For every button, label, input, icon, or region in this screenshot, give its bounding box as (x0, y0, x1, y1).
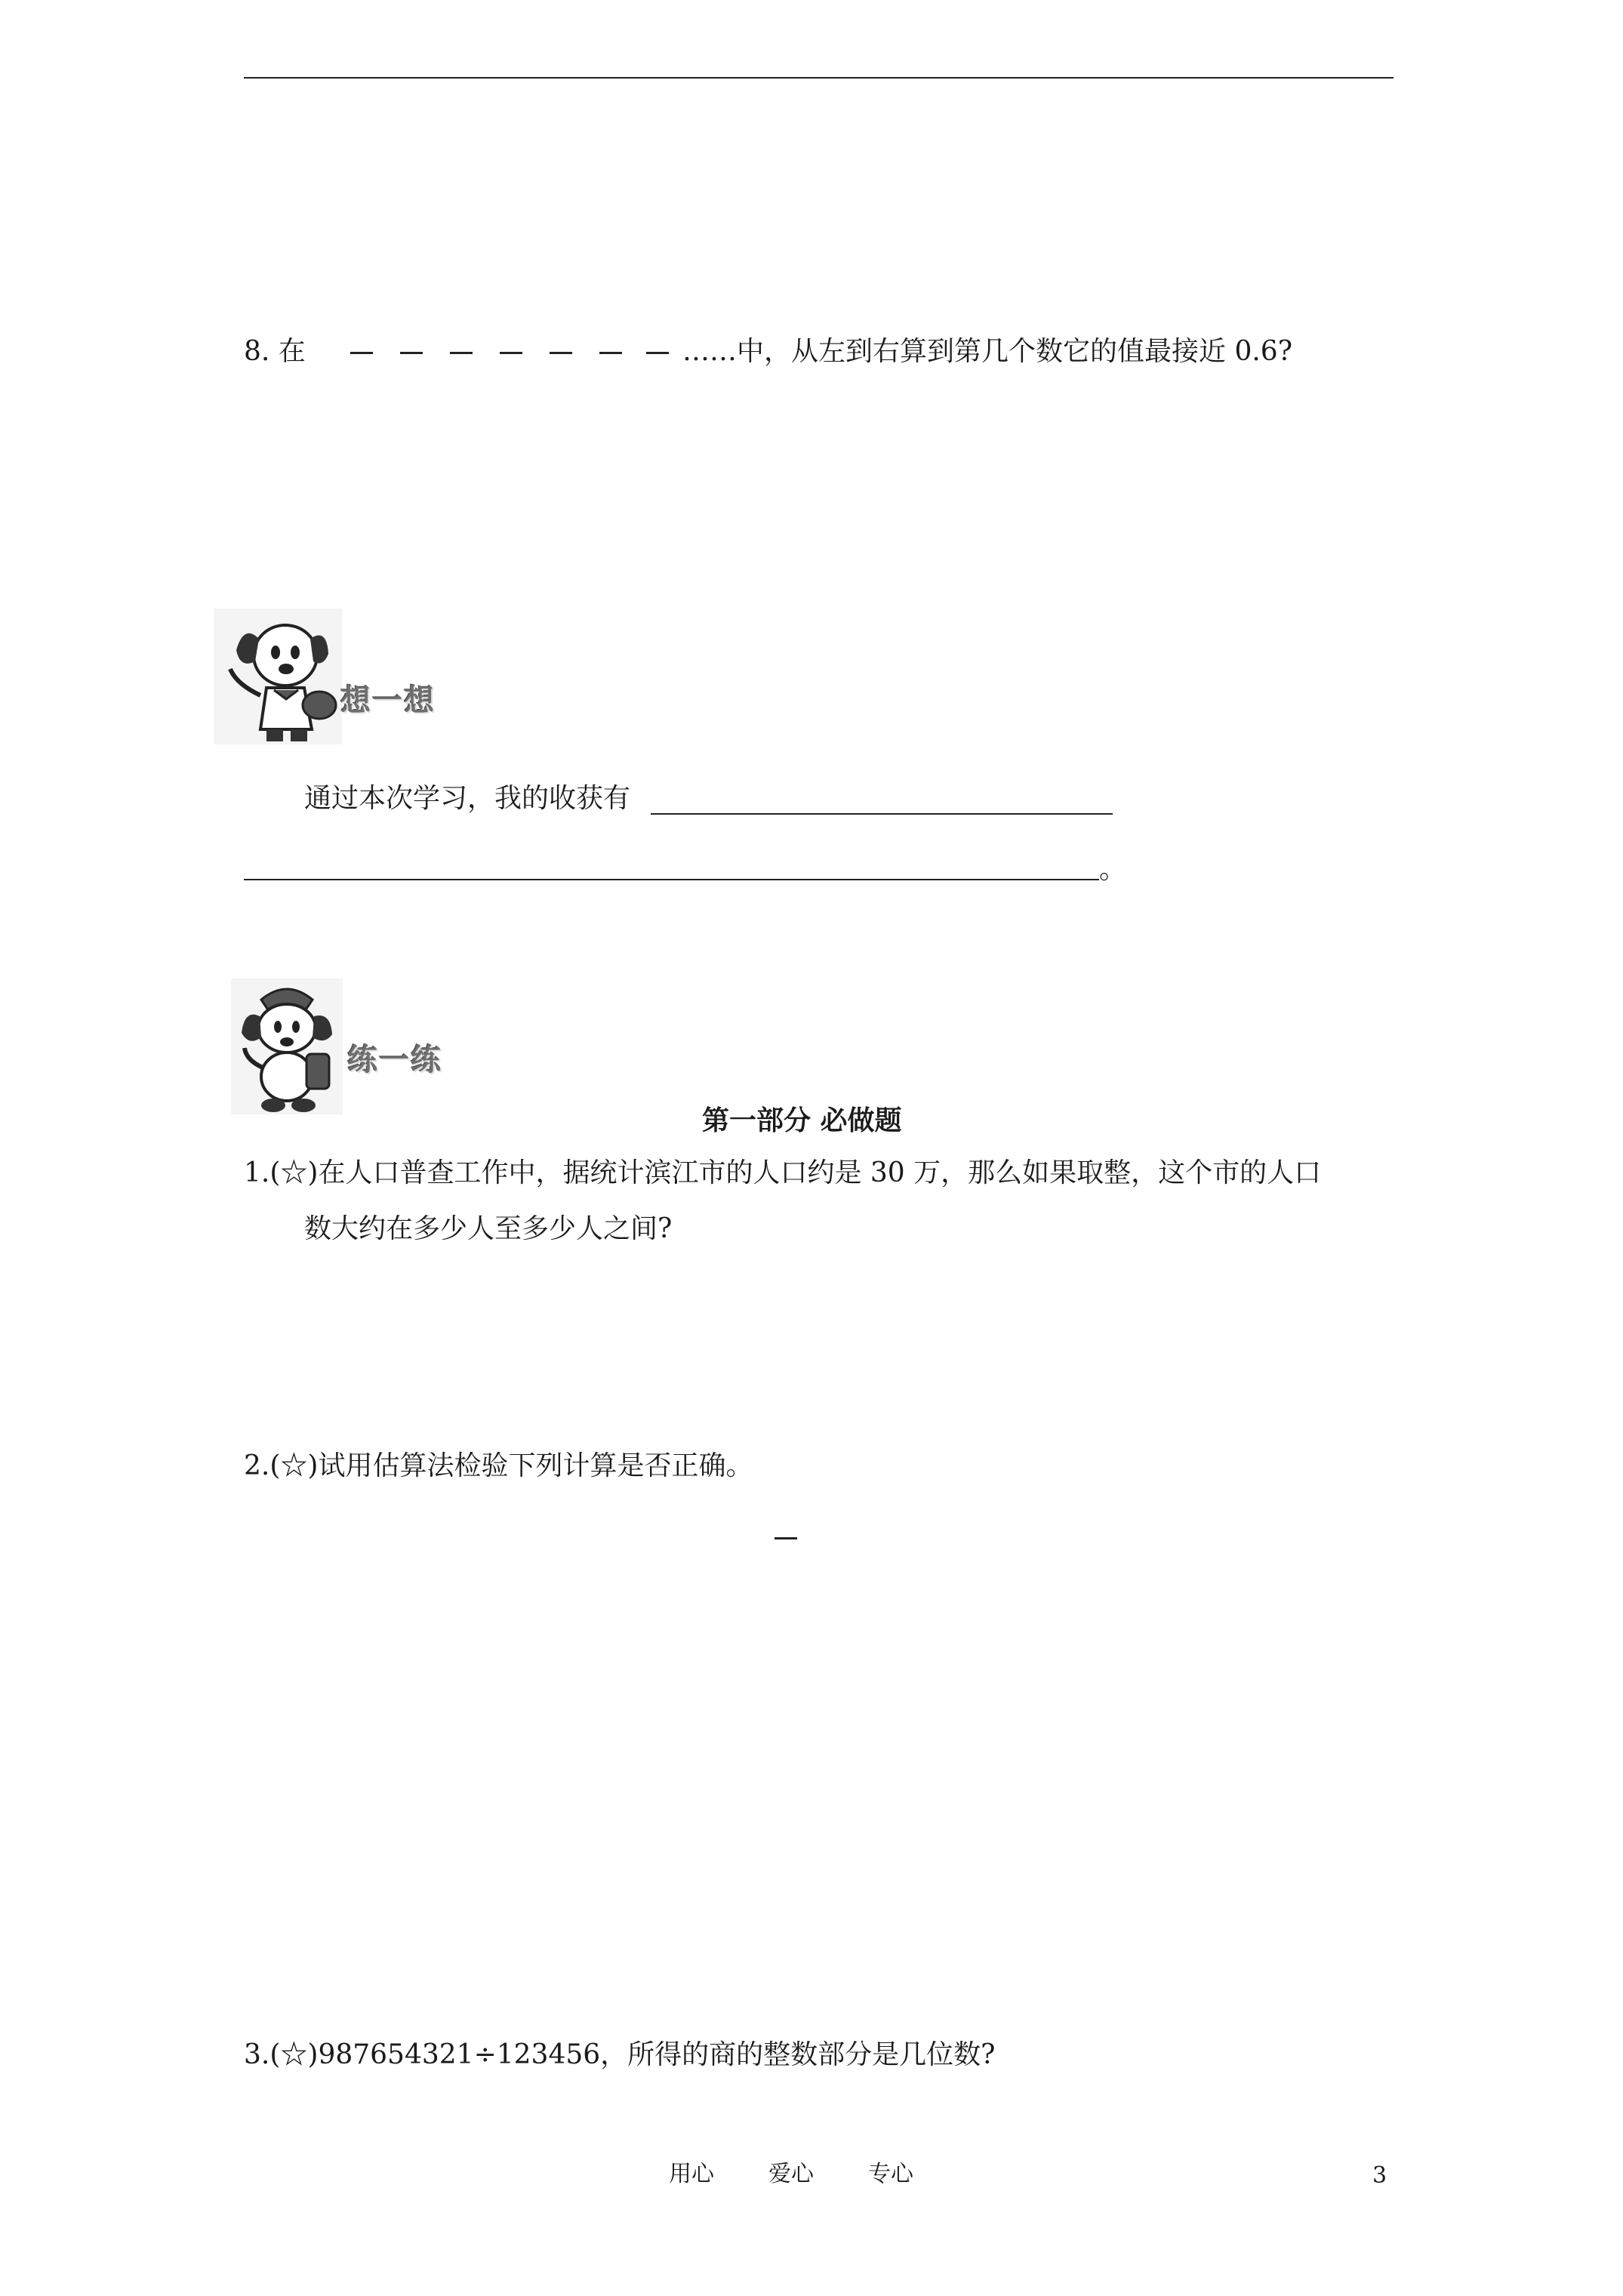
fraction-bar (775, 1537, 797, 1539)
part-heading: 第一部分 必做题 (702, 1105, 902, 1136)
footer-motto-1: 用心 (669, 2161, 714, 2187)
think-badge (214, 609, 470, 744)
question-8-text: ……中，从左到右算到第几个数它的值最接近 0.6? (682, 336, 1292, 367)
header-rule (244, 77, 1394, 79)
practice-badge-label: 练一练 (347, 1043, 442, 1077)
question-2: 2.(☆)试用估算法检验下列计算是否正确。 (244, 1450, 753, 1481)
footer-motto-2: 爱心 (768, 2161, 814, 2187)
question-8 (244, 335, 306, 368)
question-1-line-2: 数大约在多少人至多少人之间? (304, 1213, 673, 1244)
answer-blank-1 (651, 813, 1113, 815)
practice-badge (231, 978, 488, 1114)
footer-motto-3: 专心 (868, 2161, 913, 2187)
fraction-bar-1 (350, 352, 373, 354)
dog-mascot-icon (231, 978, 343, 1114)
question-3: 3.(☆)987654321÷123456，所得的商的整数部分是几位数? (244, 2039, 996, 2070)
question-8-prefix: 8. 在 (244, 336, 306, 367)
reflection-end-mark: 。 (1099, 854, 1127, 885)
reflection-prompt: 通过本次学习，我的收获有 (304, 783, 631, 814)
answer-blank-2 (244, 879, 1099, 880)
fraction-bar-2 (400, 352, 423, 354)
fraction-sequence (350, 352, 682, 356)
fraction-bar-3 (450, 352, 473, 354)
fraction-bar-4 (500, 352, 522, 354)
think-badge-label: 想一想 (340, 683, 436, 718)
question-1-line-1: 1.(☆)在人口普查工作中，据统计滨江市的人口约是 30 万，那么如果取整，这个市的人口 (244, 1157, 1322, 1188)
page-number: 3 (1372, 2162, 1387, 2189)
fraction-bar-5 (550, 352, 572, 354)
dog-mascot-icon (214, 609, 342, 744)
fraction-bar-7 (646, 352, 669, 354)
fraction-bar-6 (599, 352, 622, 354)
